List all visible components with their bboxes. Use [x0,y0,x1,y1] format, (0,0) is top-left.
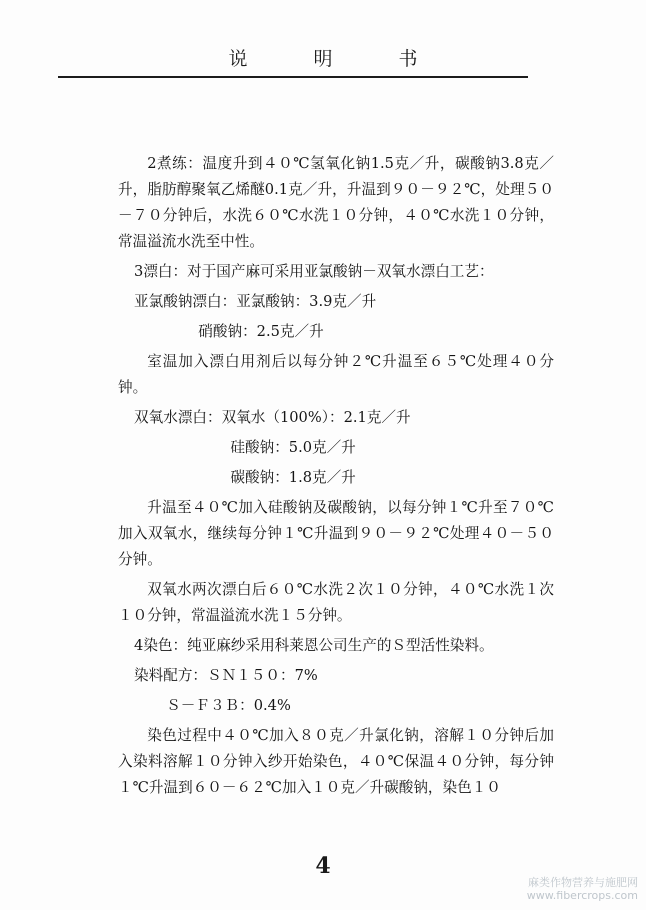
paragraph-peroxide-wash: 双氧水两次漂白后６０℃水洗２次１０分钟，４０℃水洗１次１０分钟，常温溢流水洗１５分钟。 [118,581,554,624]
sodium-carbonate-line: 碳酸钠：1.8克／升 [230,469,356,486]
site-watermark [527,876,638,902]
dye-formula-line-2: Ｓ－Ｆ３Ｂ：0.4% [166,697,291,714]
sodium-nitrate-line: 硝酸钠：2.5克／升 [198,323,324,340]
paragraph-peroxide-process: 升温至４０℃加入硅酸钠及碳酸钠，以每分钟１℃升至７０℃加入双氧水，继续每分钟１℃升温到９０－９２℃处理４０－５０分钟。 [118,499,554,568]
peroxide-bleach-line: 双氧水漂白：双氧水（100%）：2.1克／升 [134,409,411,426]
paragraph-dyeing-heading: 4染色：纯亚麻纱采用科莱恩公司生产的Ｓ型活性染料。 [134,637,494,654]
sodium-chlorite-bleach-line: 亚氯酸钠漂白：亚氯酸钠：3.9克／升 [134,293,377,310]
paragraph-chlorite-process: 室温加入漂白用剂后以每分钟２℃升温至６５℃处理４０分钟。 [118,353,554,396]
paragraph-dyeing-process: 染色过程中４０℃加入８０克／升氯化钠，溶解１０分钟后加入染料溶解１０分钟入纱开始染色，４０℃保温４０分钟，每分钟１℃升温到６０－６２℃加入１０克／升碳酸钠，染色１０ [118,727,554,796]
page-title: 说 明 书 [228,48,448,70]
paragraph-scouring: 2煮练：温度升到４０℃氢氧化钠1.5克／升，碳酸钠3.8克／升，脂肪醇聚氧乙烯醚0.1克／升，升温到９０－９２℃，处理５０－７０分钟后，水洗６０℃水洗１０分钟，４０℃水洗１０分钟，常温溢流水洗至中性。 [118,155,554,250]
dye-formula-line-1: 染料配方：ＳＮ１５０：7% [134,667,318,684]
sodium-silicate-line: 硅酸钠：5.0克／升 [230,439,356,456]
header-divider [58,76,528,78]
watermark-site-name: 麻类作物营养与施肥网 [528,876,638,889]
paragraph-bleaching-heading: 3漂白：对于国产麻可采用亚氯酸钠－双氧水漂白工艺： [134,263,494,280]
page-number: 4 [315,853,331,879]
body-text [118,151,554,805]
watermark-url: www.fibercrops.com [526,889,638,902]
